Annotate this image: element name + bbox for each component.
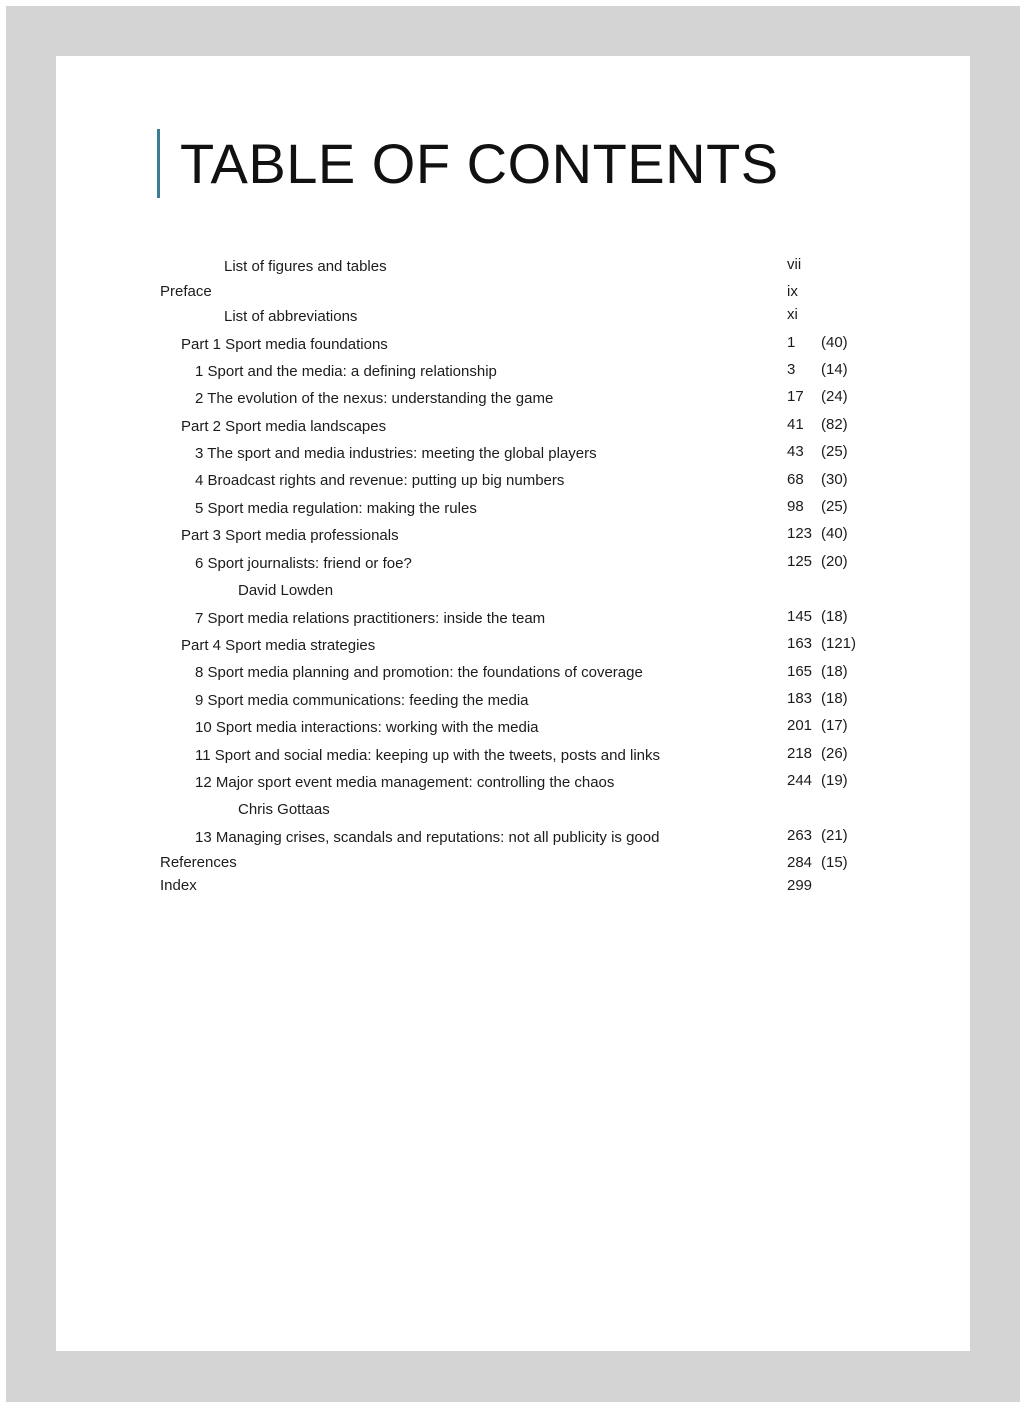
toc-entry-page: 284 [787, 854, 813, 871]
toc-entry-title: 9 Sport media communications: feeding the media [195, 692, 529, 709]
toc-entry-page: 41 [787, 416, 804, 433]
toc-entry-page: xi [787, 306, 798, 323]
toc-entry-page-count: (40) [821, 334, 848, 351]
toc-entry-title: 5 Sport media regulation: making the rules [195, 500, 477, 517]
toc-entry-page: vii [787, 256, 802, 273]
toc-entry-title: Chris Gottaas [238, 801, 330, 818]
toc-entry-page-count: (25) [821, 443, 848, 460]
toc-entry-title: 12 Major sport event media management: controlling the chaos [195, 774, 615, 791]
toc-entry-page-count: (15) [821, 854, 848, 871]
toc-entry-page: 244 [787, 772, 813, 789]
toc-entry-page-count: (18) [821, 608, 848, 625]
toc-entry-page-count: (121) [821, 635, 857, 652]
toc-entry-page: 123 [787, 525, 813, 542]
toc-entry-page: ix [787, 283, 798, 300]
toc-entry-title: 10 Sport media interactions: working with the media [195, 719, 539, 736]
toc-entry-title: 3 The sport and media industries: meeting the global players [195, 445, 597, 462]
toc-entry-title: Preface [160, 283, 212, 300]
toc-entry-page: 98 [787, 498, 804, 515]
toc-entry-page: 183 [787, 690, 813, 707]
toc-entry-page-count: (26) [821, 745, 848, 762]
toc-entry-title: David Lowden [238, 582, 334, 599]
toc-entry-title: 11 Sport and social media: keeping up with the tweets, posts and links [195, 747, 660, 764]
toc-entry-page: 299 [787, 877, 813, 894]
toc-entry-page: 1 [787, 334, 796, 351]
toc-entry-page: 68 [787, 471, 804, 488]
toc-entry-page-count: (18) [821, 663, 848, 680]
toc-entry-page: 165 [787, 663, 813, 680]
toc-entry-page-count: (40) [821, 525, 848, 542]
toc-entry-page-count: (21) [821, 827, 848, 844]
toc-entry-title: Part 1 Sport media foundations [181, 336, 388, 353]
toc-entry-page-count: (17) [821, 717, 848, 734]
toc-entry-title: Part 3 Sport media professionals [181, 527, 399, 544]
toc-entry-page-count: (14) [821, 361, 848, 378]
toc-entry-page: 263 [787, 827, 813, 844]
toc-entry-page: 218 [787, 745, 813, 762]
toc-entry-page: 43 [787, 443, 804, 460]
toc-entry-title: 2 The evolution of the nexus: understanding the game [195, 390, 554, 407]
title-accent-bar [157, 129, 160, 198]
toc-entry-page: 17 [787, 388, 804, 405]
toc-entry-title: Part 2 Sport media landscapes [181, 418, 387, 435]
toc-entry-page-count: (24) [821, 388, 848, 405]
toc-entry-title: List of figures and tables [224, 258, 387, 275]
toc-entry-page: 163 [787, 635, 813, 652]
toc-entry-title: References [160, 854, 237, 871]
toc-entry-title: 8 Sport media planning and promotion: the foundations of coverage [195, 664, 643, 681]
toc-entry-page: 201 [787, 717, 813, 734]
toc-entry-page-count: (82) [821, 416, 848, 433]
toc-entry-title: Index [160, 877, 197, 894]
toc-entry-page: 145 [787, 608, 813, 625]
toc-entry-page-count: (25) [821, 498, 848, 515]
toc-entry-title: 7 Sport media relations practitioners: inside the team [195, 610, 546, 627]
toc-entry-page: 125 [787, 553, 813, 570]
toc-entry-page: 3 [787, 361, 796, 378]
page-title: TABLE OF CONTENTS [180, 132, 779, 195]
toc-entry-page-count: (20) [821, 553, 848, 570]
toc-entry-title: Part 4 Sport media strategies [181, 637, 376, 654]
toc-entry-title: 6 Sport journalists: friend or foe? [195, 555, 412, 572]
toc-entry-title: 13 Managing crises, scandals and reputations: not all publicity is good [195, 829, 660, 846]
toc-entry-title: List of abbreviations [224, 308, 358, 325]
toc-entry-title: 4 Broadcast rights and revenue: putting up big numbers [195, 472, 565, 489]
toc-entry-page-count: (19) [821, 772, 848, 789]
toc-entry-page-count: (30) [821, 471, 848, 488]
toc-entry-page-count: (18) [821, 690, 848, 707]
toc-entry-title: 1 Sport and the media: a defining relationship [195, 363, 497, 380]
